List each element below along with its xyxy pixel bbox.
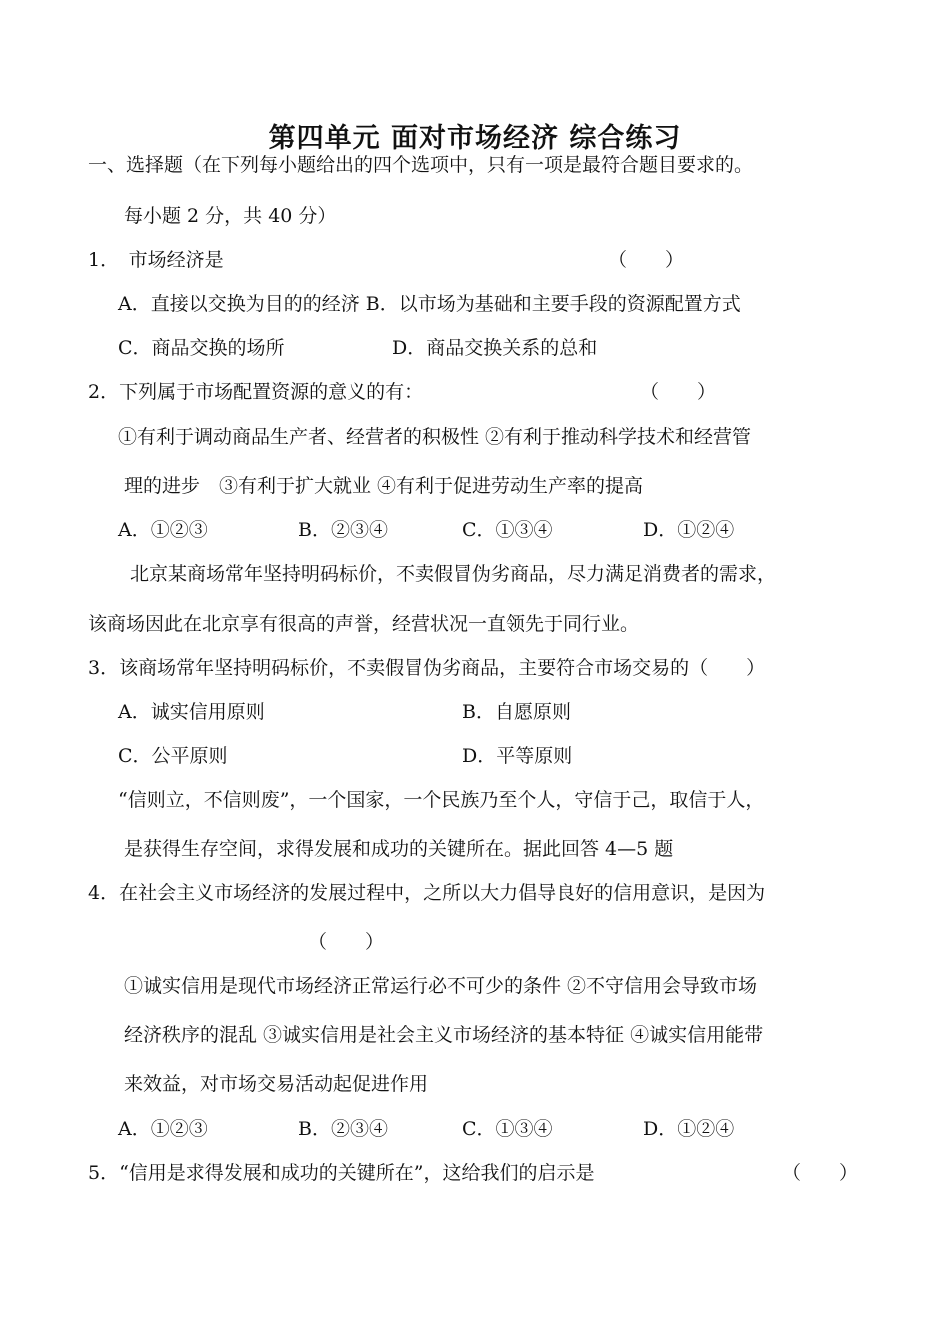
passage-2: “信则立，不信则废”，一个国家，一个民族乃至个人，守信于己，取信于人， [118,789,765,811]
question-3-option-a: A．诚实信用原则 [118,701,265,723]
question-2-answer-blank: （ ） [640,381,717,403]
question-4-option-d: D．①②④ [643,1118,735,1140]
question-4-option-c: C．①③④ [462,1118,553,1140]
section-heading: 一、选择题（在下列每小题给出的四个选项中，只有一项是最符合题目要求的。 [88,154,754,176]
question-3-stem: 3．该商场常年坚持明码标价，不卖假冒伪劣商品，主要符合市场交易的（ ） [88,657,766,679]
question-4-statements: ①诚实信用是现代市场经济正常运行必不可少的条件 ②不守信用会导致市场 [124,975,758,997]
question-4-stem: 4．在社会主义市场经济的发展过程中，之所以大力倡导良好的信用意识，是因为 [88,882,766,904]
question-4-statements-cont: 经济秩序的混乱 ③诚实信用是社会主义市场经济的基本特征 ④诚实信用能带 [124,1024,764,1046]
page-title: 第四单元 面对市场经济 综合练习 [268,123,682,154]
question-1-stem: 1． 市场经济是 [88,249,224,271]
question-5-stem: 5．“信用是求得发展和成功的关键所在”，这给我们的启示是 [88,1162,595,1184]
question-1-answer-blank: （ ） [608,249,685,271]
question-3-option-d: D．平等原则 [462,745,573,767]
question-2-statements: ①有利于调动商品生产者、经营者的积极性 ②有利于推动科学技术和经营管 [118,426,752,448]
question-3-option-c: C．公平原则 [118,745,228,767]
question-5-answer-blank: （ ） [782,1162,859,1184]
question-2-statements-cont: 理的进步 ③有利于扩大就业 ④有利于促进劳动生产率的提高 [124,475,644,497]
question-4-statements-end: 来效益，对市场交易活动起促进作用 [124,1073,429,1095]
passage-2-cont: 是获得生存空间，求得发展和成功的关键所在。据此回答 4—5 题 [124,838,674,860]
question-3-option-b: B．自愿原则 [462,701,571,723]
question-2-option-a: A．①②③ [118,519,208,541]
section-heading-cont: 每小题 2 分，共 40 分） [124,205,337,227]
question-2-option-b: B．②③④ [298,519,388,541]
question-4-answer-blank: （ ） [308,931,385,953]
question-2-option-d: D．①②④ [643,519,735,541]
question-4-option-b: B．②③④ [298,1118,388,1140]
question-1-option-c: C．商品交换的场所 [118,337,285,359]
passage-1: 北京某商场常年坚持明码标价，不卖假冒伪劣商品，尽力满足消费者的需求， [130,563,777,585]
passage-1-cont: 该商场因此在北京享有很高的声誉，经营状况一直领先于同行业。 [88,613,640,635]
question-2-option-c: C．①③④ [462,519,553,541]
question-1-option-d: D．商品交换关系的总和 [392,337,598,359]
question-4-option-a: A．①②③ [118,1118,208,1140]
question-1-options-ab: A．直接以交换为目的的经济 B．以市场为基础和主要手段的资源配置方式 [118,293,741,315]
question-2-stem: 2．下列属于市场配置资源的意义的有： [88,381,424,403]
